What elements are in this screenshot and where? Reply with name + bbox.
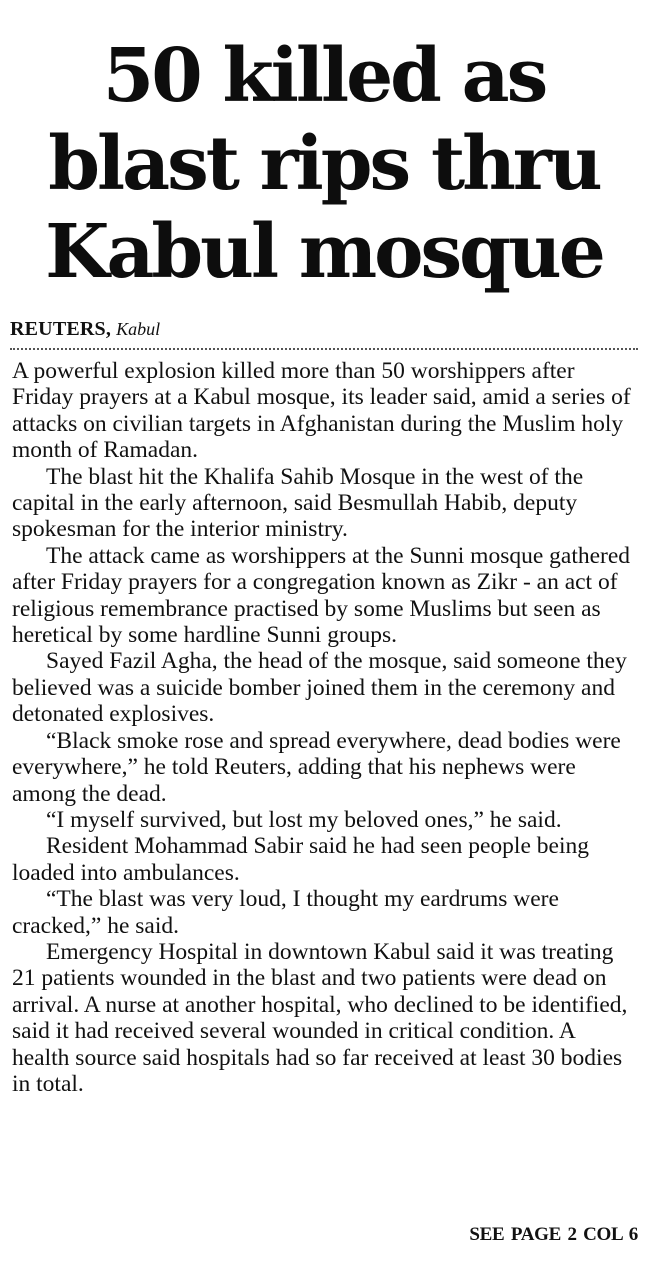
byline-agency: REUTERS, <box>10 318 112 340</box>
article-paragraph: Resident Mohammad Sabir said he had seen people being loaded into ambulances. <box>12 833 589 886</box>
article-paragraph: “Black smoke rose and spread everywhere, dead bodies were everywhere,” he told Reuters, adding that his nephews were among the dead. <box>12 727 621 807</box>
headline-line-3: Kabul mosque <box>45 209 603 295</box>
article-paragraph: Sayed Fazil Agha, the head of the mosque, said someone they believed was a suicide bomber joined them in the ceremony and detonated explosives. <box>12 648 627 728</box>
continued-on-page: SEE PAGE 2 COL 6 <box>469 1224 638 1245</box>
article-paragraph: The attack came as worshippers at the Sunni mosque gathered after Friday prayers for a congregation known as Zikr - an act of religious remembrance practised by some Muslims but seen as heretical by some hardline Sunni groups. <box>12 542 631 649</box>
article-paragraph: “I myself survived, but lost my beloved ones,” he said. <box>46 806 562 833</box>
headline-line-1: 50 killed as <box>102 33 546 119</box>
headline <box>0 0 648 296</box>
article-paragraph: The blast hit the Khalifa Sahib Mosque in the west of the capital in the early afternoon, said Besmullah Habib, deputy spokesman for the interior ministry. <box>12 463 584 543</box>
article-paragraph: A powerful explosion killed more than 50 worshippers after Friday prayers at a Kabul mosque, its leader said, amid a series of attacks on civilian targets in Afghanistan during the Muslim holy month of Ramadan. <box>12 358 631 464</box>
headline-line-2: blast rips thru <box>48 121 600 207</box>
byline-dateline: Kabul <box>116 319 161 339</box>
article-paragraph: Emergency Hospital in downtown Kabul said it was treating 21 patients wounded in the blast and two patients were dead on arrival. A nurse at another hospital, who declined to be identified, said it had received several wounded in critical condition. A health source said hospitals had so far received at least 30 bodies in total. <box>12 938 628 1097</box>
article-paragraph: “The blast was very loud, I thought my eardrums were cracked,” he said. <box>12 886 559 939</box>
article-body <box>12 358 636 1097</box>
byline <box>10 316 638 350</box>
